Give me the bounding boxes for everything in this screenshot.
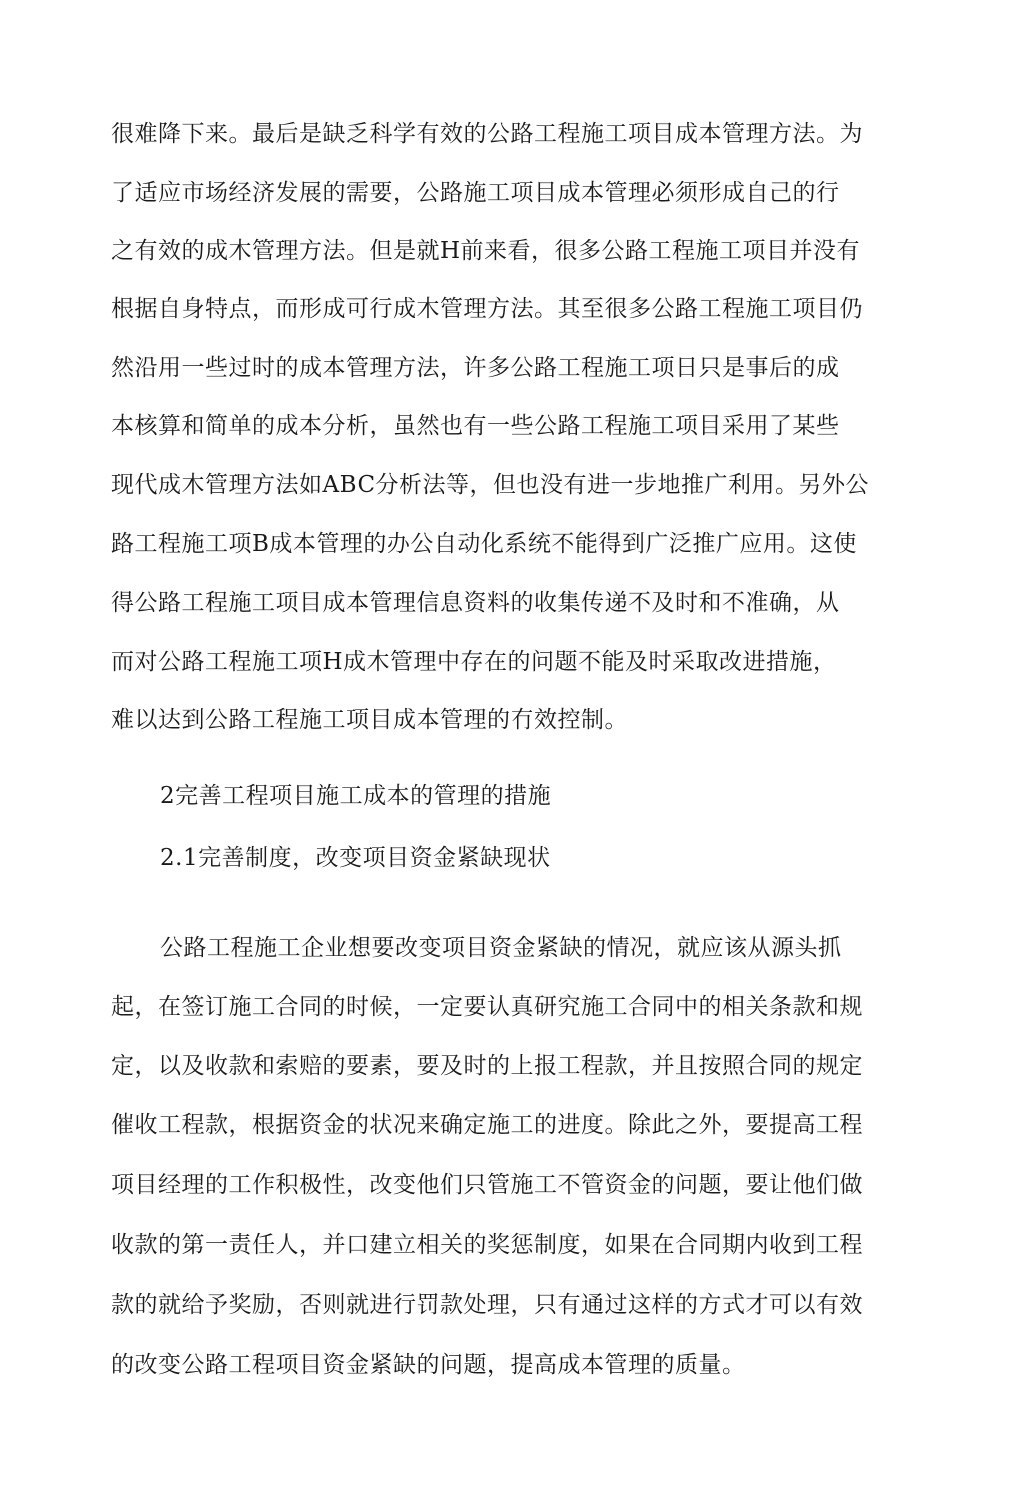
paragraph-2-line-3: 定，以及收款和索赔的要素，要及时的上报工程款，并且按照合同的规定 <box>111 1053 863 1079</box>
paragraph-2-line-6: 收款的第一责任人，并口建立相关的奖惩制度，如果在合同期内收到工程 <box>111 1232 863 1258</box>
paragraph-1-line-4: 根据自身特点，而形成可行成木管理方法。其至很多公路工程施工项目仍 <box>111 296 863 322</box>
paragraph-2-line-8: 的改变公路工程项目资金紧缺的问题，提高成本管理的质量。 <box>111 1352 746 1378</box>
paragraph-1-line-3: 之有效的成木管理方法。但是就H前来看，很多公路工程施工项目并没有 <box>111 238 861 264</box>
paragraph-1-line-8: 路工程施工项B成本管理的办公自动化系统不能得到广泛推广应用。这使 <box>111 531 857 557</box>
paragraph-2-line-4: 催收工程款，根据资金的状况来确定施工的进度。除此之外，要提高工程 <box>111 1112 863 1138</box>
section-heading: 2完善工程项目施工成本的管理的措施 <box>160 783 552 809</box>
paragraph-1-line-5: 然沿用一些过时的成本管理方法，许多公路工程施工项日只是事后的成 <box>111 355 840 381</box>
paragraph-1-line-9: 得公路工程施工项目成本管理信息资料的收集传递不及时和不准确，从 <box>111 590 840 616</box>
paragraph-1-line-6: 本核算和简单的成本分析，虽然也有一些公路工程施工项目采用了某些 <box>111 413 840 439</box>
subsection-heading: 2.1完善制度，改变项目资金紧缺现状 <box>160 845 551 871</box>
paragraph-2-line-1: 公路工程施工企业想要改变项目资金紧缺的情况，就应该从源头抓 <box>160 935 842 961</box>
paragraph-2-line-5: 项目经理的工作积极性，改变他们只管施工不管资金的问题，要让他们做 <box>111 1172 863 1198</box>
paragraph-1-line-10: 而对公路工程施工项H成木管理中存在的问题不能及时采取改进措施， <box>111 649 837 675</box>
paragraph-1-line-2: 了适应市场经济发展的需要，公路施工项目成本管理必须形成自己的行 <box>111 180 840 206</box>
paragraph-1-line-11: 难以达到公路工程施工项目成本管理的冇效控制。 <box>111 707 628 733</box>
paragraph-1-line-7: 现代成木管理方法如ABC分析法等，但也没有进一步地推广利用。另外公 <box>111 472 870 498</box>
paragraph-1-line-1: 很难降下来。最后是缺乏科学有效的公路工程施工项目成本管理方法。为 <box>111 121 863 147</box>
paragraph-2-line-7: 款的就给予奖励，否则就进行罚款处理，只有通过这样的方式才可以有效 <box>111 1292 863 1318</box>
paragraph-2-line-2: 起，在签订施工合同的时候，一定要认真研究施工合同中的相关条款和规 <box>111 994 863 1020</box>
